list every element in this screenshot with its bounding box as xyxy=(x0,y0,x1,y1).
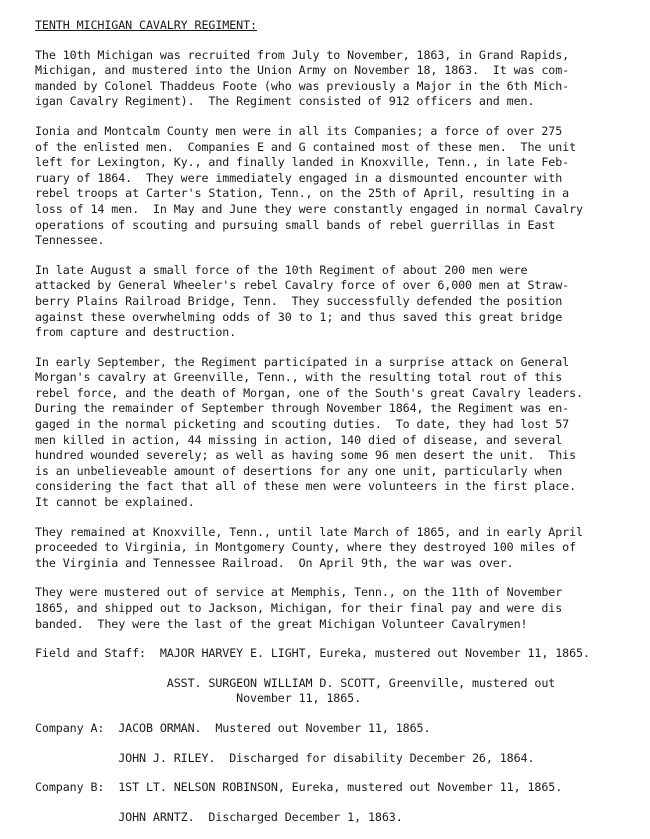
text-line: berry Plains Railroad Bridge, Tenn. They successfully defended the position xyxy=(35,293,563,308)
text-line: men killed in action, 44 missing in action, 140 died of disease, and several xyxy=(35,432,563,447)
text-line: In early September, the Regiment participated in a surprise attack on General xyxy=(35,354,570,369)
text-line: of the enlisted men. Companies E and G contained most of these men. The unit xyxy=(35,139,577,154)
roster-line: November 11, 1865. xyxy=(35,691,362,706)
text-line: They remained at Knoxville, Tenn., until late March of 1865, and in early April xyxy=(35,524,583,539)
roster-entry-company-b-arntz xyxy=(35,810,635,826)
roster-line: Company A: JACOB ORMAN. Mustered out November 11, 1865. xyxy=(35,720,431,735)
roster-entry-surgeon xyxy=(35,676,635,707)
text-line: proceeded to Virginia, in Montgomery County, where they destroyed 100 miles of xyxy=(35,540,577,555)
paragraph-companies xyxy=(35,124,635,249)
text-line: 1865, and shipped out to Jackson, Michigan, for their final pay and were dis xyxy=(35,601,563,615)
paragraph-mustered-out xyxy=(35,585,635,632)
text-line: The 10th Michigan was recruited from July to November, 1863, in Grand Rapids, xyxy=(35,47,570,62)
text-line: manded by Colonel Thaddeus Foote (who was previously a Major in the 6th Mich- xyxy=(35,78,570,93)
text-line: rebel force, and the death of Morgan, one of the South's great Cavalry leaders. xyxy=(35,385,583,400)
text-line: Morgan's cavalry at Greenville, Tenn., with the resulting total rout of this xyxy=(35,370,563,385)
document-page xyxy=(35,18,635,839)
paragraph-strawberry-plains xyxy=(35,263,635,341)
text-line: In late August a small force of the 10th Regiment of about 200 men were xyxy=(35,262,528,277)
roster-entry-company-a-orman xyxy=(35,721,635,737)
paragraph-virginia xyxy=(35,525,635,572)
text-line: from capture and destruction. xyxy=(35,325,237,340)
roster-line: ASST. SURGEON WILLIAM D. SCOTT, Greenville, mustered out xyxy=(35,675,556,690)
text-line: loss of 14 men. In May and June they were constantly engaged in normal Cavalry xyxy=(35,201,583,216)
roster-entry-field-staff xyxy=(35,646,635,662)
text-line: against these overwhelming odds of 30 to 1; and thus saved this great bridge xyxy=(35,309,563,324)
text-line: gaged in the normal picketing and scouting duties. To date, they had lost 57 xyxy=(35,417,570,432)
roster-line: Company B: 1ST LT. NELSON ROBINSON, Eureka, mustered out November 11, 1865. xyxy=(35,780,563,795)
text-line: is an unbelieveable amount of desertions for any one unit, particularly when xyxy=(35,463,563,478)
roster-entry-company-b-robinson xyxy=(35,780,635,796)
roster-entry-company-a-riley xyxy=(35,751,635,767)
text-line: Ionia and Montcalm County men were in all its Companies; a force of over 275 xyxy=(35,123,563,138)
roster-line: JOHN J. RILEY. Discharged for disability December 26, 1864. xyxy=(35,750,535,765)
text-line: hundred wounded severely; as well as having some 96 men desert the unit. This xyxy=(35,448,577,463)
text-line: It cannot be explained. xyxy=(35,495,195,510)
text-line: left for Lexington, Ky., and finally landed in Knoxville, Tenn., in late Feb- xyxy=(35,155,570,170)
text-line: operations of scouting and pursuing small bands of rebel guerrillas in East xyxy=(35,217,556,232)
text-line: the Virginia and Tennessee Railroad. On April 9th, the war was over. xyxy=(35,555,514,570)
text-line: rebel troops at Carter's Station, Tenn., on the 25th of April, resulting in a xyxy=(35,186,570,201)
document-title: TENTH MICHIGAN CAVALRY REGIMENT: xyxy=(35,18,257,32)
text-line: Michigan, and mustered into the Union Army on November 18, 1863. It was com- xyxy=(35,63,570,78)
text-line: igan Cavalry Regiment). The Regiment consisted of 912 officers and men. xyxy=(35,94,535,109)
text-line: During the remainder of September through November 1864, the Regiment was en- xyxy=(35,401,570,416)
text-line: ruary of 1864. They were immediately engaged in a dismounted encounter with xyxy=(35,170,563,185)
text-line: attacked by General Wheeler's rebel Cavalry force of over 6,000 men at Straw- xyxy=(35,278,570,293)
paragraph-recruitment xyxy=(35,48,635,110)
text-line: banded. They were the last of the great Michigan Volunteer Cavalrymen! xyxy=(35,616,528,631)
paragraph-greenville xyxy=(35,355,635,511)
text-line: Tennessee. xyxy=(35,233,105,248)
roster-line: Field and Staff: MAJOR HARVEY E. LIGHT, Eureka, mustered out November 11, 1865. xyxy=(35,646,590,661)
text-line: They were mustered out of service at Memphis, Tenn., on the 11th of November xyxy=(35,585,563,600)
text-line: considering the fact that all of these men were volunteers in the first place. xyxy=(35,479,577,494)
roster-line: JOHN ARNTZ. Discharged December 1, 1863. xyxy=(35,809,403,824)
